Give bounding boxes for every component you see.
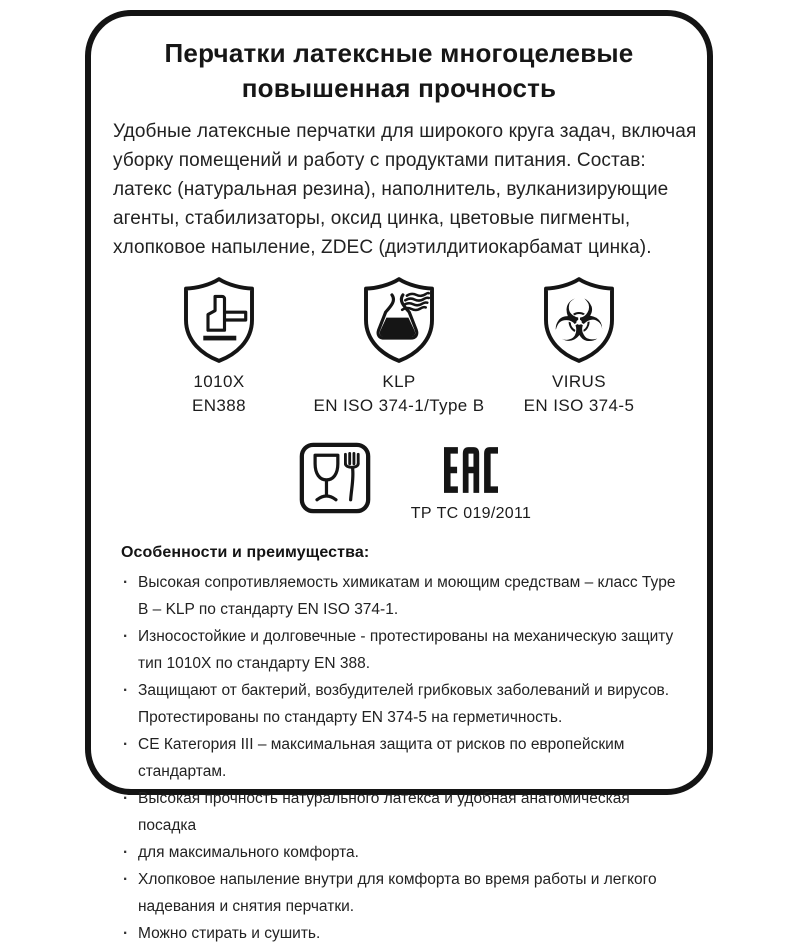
cert-code: VIRUS — [552, 372, 606, 391]
cert-standard: EN ISO 374-5 — [523, 396, 635, 415]
food-contact-safe-mark — [299, 442, 371, 514]
compliance-marks-row — [155, 442, 685, 523]
eac-regulation-label: ТР ТС 019/2011 — [410, 505, 532, 522]
certification-en388 — [129, 276, 309, 418]
certification-en-iso-374-1 — [309, 276, 489, 418]
list-item: · Износостойкие и долговечные - протестированы на механическую защиту тип 1010X по стандарту EN 388. — [121, 623, 685, 677]
eac-mark-icon — [444, 442, 498, 498]
cert-label-en388 — [129, 370, 309, 418]
list-item: · Хлопковое напыление внутри для комфорта во время работы и легкого надевания и снятия перчатки. — [121, 866, 685, 920]
chemical-hazard-shield-icon — [355, 276, 443, 364]
features-section — [113, 544, 685, 947]
features-heading: Особенности и преимущества: — [121, 544, 370, 561]
certification-en-iso-374-5 — [489, 276, 669, 418]
list-item: · Можно стирать и сушить. — [121, 920, 685, 947]
food-contact-safe-icon — [299, 442, 371, 514]
page-title — [113, 36, 685, 106]
mechanical-hazard-shield-icon — [175, 276, 263, 364]
cert-code: KLP — [382, 372, 416, 391]
eac-mark — [401, 442, 541, 523]
title-line-1: Перчатки латексные многоцелевые — [164, 38, 634, 68]
list-item: · Защищают от бактерий, возбудителей грибковых заболеваний и вирусов. Протестированы по стандарту EN 374-5 на герметичность. — [121, 677, 685, 731]
features-list — [121, 569, 685, 947]
product-description: Удобные латексные перчатки для широкого круга задач, включая уборку помещений и работу с продуктами питания. Состав: латекс (натуральная резина), наполнитель, вулканизирующие агенты, стабилизаторы, оксид цинка, цветовые пигменты, хлопковое напыление, ZDEC (диэтилдитиокарбамат цинка). — [113, 121, 697, 258]
svg-text:☣: ☣ — [552, 287, 606, 356]
certification-icons-row — [113, 276, 685, 418]
list-item: · Высокая сопротивляемость химикатам и моющим средствам – класс Type B – KLP по стандарту EN ISO 374-1. — [121, 569, 685, 623]
cert-standard: EN ISO 374-1/Type B — [313, 396, 485, 415]
title-line-2: повышенная прочность — [241, 73, 557, 103]
list-item: · CE Категория III – максимальная защита от рисков по европейским стандартам. — [121, 731, 685, 785]
cert-label-virus — [489, 370, 669, 418]
list-item: · для максимального комфорта. — [121, 839, 685, 866]
biohazard-shield-icon — [535, 276, 623, 364]
list-item: · Высокая прочность натурального латекса и удобная анатомическая посадка — [121, 785, 685, 839]
product-info-card — [85, 10, 713, 942]
cert-label-klp — [309, 370, 489, 418]
cert-code: 1010X — [193, 372, 245, 391]
cert-standard: EN388 — [192, 396, 246, 415]
